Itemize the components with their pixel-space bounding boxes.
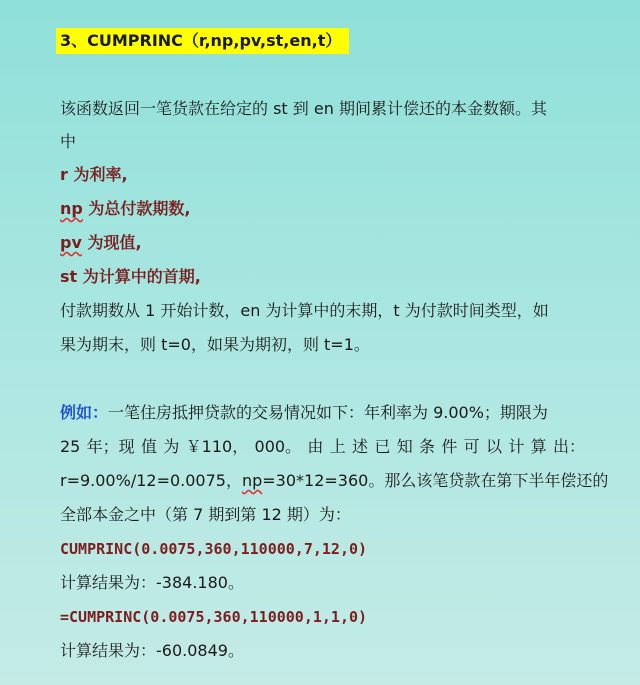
- param-st-desc: 为计算中的首期,: [77, 267, 201, 286]
- param-st-name: st: [60, 267, 78, 286]
- param-pv: [60, 232, 142, 254]
- example-line-2-part: ￥110，: [185, 437, 249, 456]
- example-line-2-part: 算: [530, 437, 547, 456]
- param-pv-desc: 为现值,: [81, 233, 142, 252]
- intro-line-1: 该函数返回一笔货款在给定的 st 到 en 期间累计偿还的本金数额。其: [60, 99, 547, 118]
- example-line-2: [60, 436, 585, 458]
- example-line-1-text: 一笔住房抵押贷款的交易情况如下：年利率为 9.00%；期限为: [108, 403, 548, 422]
- example-line-2-part: 述: [352, 437, 369, 456]
- example-line-2-part: 25: [60, 437, 81, 456]
- param-pv-name: pv: [60, 233, 82, 252]
- example-line-2-part: 由: [307, 437, 324, 456]
- result-2: 计算结果为：-60.0849。: [60, 641, 244, 660]
- example-line-2-part: 年；现: [86, 437, 135, 456]
- example-line-2-part: 件: [441, 437, 458, 456]
- param-st: [60, 266, 201, 288]
- example-line-2-part: 已: [374, 437, 391, 456]
- example-line-2-part: 出：: [552, 437, 585, 456]
- desc-line-2: 果为期末，则 t=0，如果为期初，则 t=1。: [60, 335, 370, 354]
- param-r-name: r: [60, 165, 68, 184]
- param-np: [60, 198, 191, 220]
- example-line-2-part: 为: [163, 437, 180, 456]
- example-line-4: 全部本金之中（第 7 期到第 12 期）为：: [60, 505, 351, 524]
- param-r: [60, 164, 128, 186]
- formula-1: CUMPRINC(0.0075,360,110000,7,12,0): [60, 540, 368, 558]
- example-line-1: [60, 402, 548, 424]
- example-line-3-pre: r=9.00%/12=0.0075，: [60, 471, 242, 490]
- formula-2: =CUMPRINC(0.0075,360,110000,1,1,0): [60, 608, 368, 626]
- example-line-3-post: =30*12=360。那么该笔贷款在第下半年偿还的: [262, 471, 609, 490]
- example-line-2-part: 上: [329, 437, 346, 456]
- example-line-2-part: 计: [508, 437, 525, 456]
- section-title: 3、CUMPRINC（r,np,pv,st,en,t）: [56, 28, 349, 54]
- param-np-desc: 为总付款期数,: [82, 199, 191, 218]
- example-line-2-part: 以: [486, 437, 503, 456]
- example-line-3: [60, 470, 608, 492]
- example-line-2-part: 000。: [254, 437, 302, 456]
- param-r-desc: 为利率,: [67, 165, 128, 184]
- example-line-2-part: 知: [396, 437, 413, 456]
- example-line-3-np: np: [241, 471, 263, 490]
- example-label: 例如：: [60, 403, 109, 422]
- example-line-2-part: 可: [463, 437, 480, 456]
- example-line-2-part: 值: [141, 437, 158, 456]
- result-1: 计算结果为：-384.180。: [60, 573, 244, 592]
- intro-line-2: 中: [60, 132, 77, 151]
- example-line-2-part: 条: [419, 437, 436, 456]
- desc-line-1: 付款期数从 1 开始计数，en 为计算中的末期，t 为付款时间类型，如: [60, 301, 549, 320]
- param-np-name: np: [60, 199, 83, 218]
